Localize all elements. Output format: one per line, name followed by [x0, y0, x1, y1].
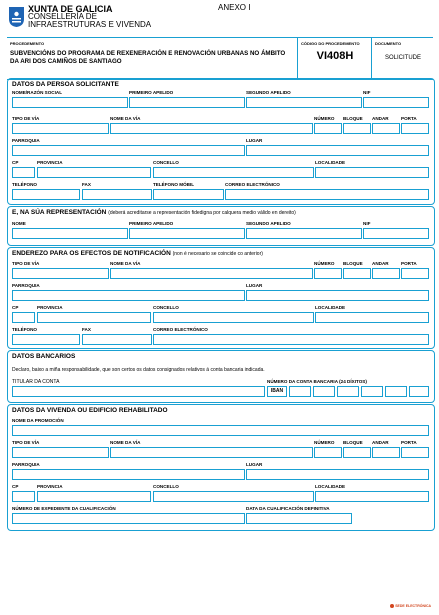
number-field[interactable]: [314, 123, 342, 134]
representation-section: [7, 206, 435, 246]
block-field[interactable]: [343, 123, 371, 134]
field-label: PARROQUIA: [12, 462, 40, 467]
field-label: LUGAR: [246, 462, 263, 467]
account-block-field[interactable]: [313, 386, 335, 397]
section-title: [12, 250, 263, 257]
iban-digits-field[interactable]: [289, 386, 311, 397]
field-label: PRIMEIRO APELIDO: [129, 221, 174, 226]
procedure-label: PROCEDEMENTO: [10, 41, 45, 46]
rep-name-field[interactable]: [12, 228, 128, 239]
dw-number-field[interactable]: [314, 447, 342, 458]
field-label: TIPO DE VÍA: [12, 261, 40, 266]
field-label: CONCELLO: [153, 305, 179, 310]
dwelling-section: [7, 404, 435, 531]
province-field[interactable]: [37, 167, 151, 178]
dw-via-type-field[interactable]: [12, 447, 109, 458]
dw-block-field[interactable]: [343, 447, 371, 458]
field-label: CORREO ELECTRÓNICO: [153, 327, 208, 332]
notif-via-name-field[interactable]: [110, 268, 313, 279]
field-label: ANDAR: [372, 116, 389, 121]
notif-council-field[interactable]: [153, 312, 314, 323]
field-label: FAX: [82, 327, 91, 332]
notification-section: [7, 247, 435, 349]
phone-field[interactable]: [12, 189, 80, 200]
account-block-field[interactable]: [385, 386, 407, 397]
footer-brand-text: SEDE ELECTRÓNICA: [395, 604, 431, 608]
dw-cp-field[interactable]: [12, 491, 35, 502]
code-cell: [297, 38, 372, 79]
dw-door-field[interactable]: [401, 447, 429, 458]
council-field[interactable]: [153, 167, 314, 178]
field-label: CORREO ELECTRÓNICO: [225, 182, 280, 187]
mobile-field[interactable]: [153, 189, 224, 200]
field-label: TELÉFONO: [12, 327, 38, 332]
parish-field[interactable]: [12, 145, 245, 156]
field-label: PORTA: [401, 261, 417, 266]
field-label: PORTA: [401, 116, 417, 121]
document-label: DOCUMENTO: [375, 41, 402, 46]
name-field[interactable]: [12, 97, 128, 108]
notif-cp-field[interactable]: [12, 312, 35, 323]
field-label: PROVINCIA: [37, 305, 63, 310]
field-label: NIF: [363, 221, 371, 226]
organization-name: [28, 5, 151, 29]
nif-field[interactable]: [363, 97, 429, 108]
notif-locality-field[interactable]: [315, 312, 429, 323]
field-label: LUGAR: [246, 283, 263, 288]
notif-parish-field[interactable]: [12, 290, 245, 301]
field-label: NOME DA VÍA: [110, 261, 141, 266]
field-label: TITULAR DA CONTA: [12, 379, 60, 385]
dw-floor-field[interactable]: [372, 447, 400, 458]
field-label: SEGUNDO APELIDO: [246, 221, 291, 226]
field-label: CP: [12, 305, 19, 310]
field-label: PROVINCIA: [37, 484, 63, 489]
representation-note: (deberá acreditarse a representación fidedigna por calquera medio válido en dereito): [108, 210, 296, 216]
field-label: TELÉFONO: [12, 182, 38, 187]
annex-label: ANEXO I: [218, 3, 251, 12]
field-label: LOCALIDADE: [315, 305, 346, 310]
notification-title: ENDEREZO PARA OS EFECTOS DE NOTIFICACIÓN: [12, 250, 171, 257]
field-label: CONCELLO: [153, 160, 179, 165]
dw-locality-field[interactable]: [315, 491, 429, 502]
cp-field[interactable]: [12, 167, 35, 178]
field-label: NÚMERO DA CONTA BANCARIA (24 DÍXITOS): [267, 379, 367, 384]
field-label: TIPO DE VÍA: [12, 440, 40, 445]
door-field[interactable]: [401, 123, 429, 134]
field-label: NÚMERO: [314, 116, 335, 121]
surname2-field[interactable]: [246, 97, 362, 108]
field-label: CP: [12, 484, 19, 489]
notif-email-field[interactable]: [153, 334, 429, 345]
procedure-code: VI408H: [316, 50, 354, 62]
field-label: NOME DA PROMOCIÓN: [12, 418, 64, 423]
place-field[interactable]: [246, 145, 429, 156]
code-label: CÓDIGO DO PROCEDEMENTO: [301, 41, 360, 46]
field-label: PRIMEIRO APELIDO: [129, 90, 174, 95]
surname1-field[interactable]: [129, 97, 245, 108]
notif-fax-field[interactable]: [82, 334, 152, 345]
expedient-number-field[interactable]: [12, 513, 245, 524]
field-label: BLOQUE: [343, 261, 363, 266]
applicant-section: [7, 78, 435, 205]
procedure-header: [7, 37, 433, 80]
notif-phone-field[interactable]: [12, 334, 80, 345]
rep-surname1-field[interactable]: [129, 228, 245, 239]
field-label: NIF: [363, 90, 371, 95]
account-block-field[interactable]: [361, 386, 383, 397]
fax-field[interactable]: [82, 189, 152, 200]
field-label: ANDAR: [372, 261, 389, 266]
via-name-field[interactable]: [110, 123, 313, 134]
notification-note: (non é necesario se coincide co anterior): [172, 251, 263, 257]
field-label: NOME/RAZÓN SOCIAL: [12, 90, 63, 95]
iban-prefix: IBAN: [267, 386, 287, 397]
field-label: LUGAR: [246, 138, 263, 143]
field-label: TIPO DE VÍA: [12, 116, 40, 121]
field-label: FAX: [82, 182, 91, 187]
field-label: CONCELLO: [153, 484, 179, 489]
floor-field[interactable]: [372, 123, 400, 134]
via-type-field[interactable]: [12, 123, 109, 134]
section-title: DATOS DA VIVENDA OU EDIFICIO REHABILITADO: [12, 407, 168, 414]
notif-via-type-field[interactable]: [12, 268, 109, 279]
org-dept-line1: CONSELLERÍA DE: [28, 12, 97, 21]
notif-door-field[interactable]: [401, 268, 429, 279]
dw-via-name-field[interactable]: [110, 447, 313, 458]
field-label: TELÉFONO MÓBIL: [153, 182, 195, 187]
xunta-shield-logo: [8, 6, 25, 28]
section-title: DATOS DA PERSOA SOLICITANTE: [12, 81, 119, 88]
field-label: LOCALIDADE: [315, 160, 346, 165]
field-label: SEGUNDO APELIDO: [246, 90, 291, 95]
bank-declaration: Declaro, baixo a miña responsabilidade, que son certos os datos consignados relativos á conta bancaria indicada.: [12, 367, 265, 373]
field-label: PORTA: [401, 440, 417, 445]
field-label: ANDAR: [372, 440, 389, 445]
field-label: BLOQUE: [343, 116, 363, 121]
field-label: BLOQUE: [343, 440, 363, 445]
notif-number-field[interactable]: [314, 268, 342, 279]
account-block-field[interactable]: [337, 386, 359, 397]
field-label: NOME: [12, 221, 26, 226]
field-label: PARROQUIA: [12, 283, 40, 288]
field-label: PROVINCIA: [37, 160, 63, 165]
org-dept-line2: INFRAESTRUTURAS E VIVENDA: [28, 20, 152, 29]
document-cell: [371, 38, 434, 79]
procedure-title: SUBVENCIÓNS DO PROGRAMA DE REXENERACIÓN E RENOVACIÓN URBANAS NO ÁMBITO DA ARI DOS CAMIÑOS DE SANTIAGO: [10, 50, 286, 65]
rep-surname2-field[interactable]: [246, 228, 362, 239]
field-label: PARROQUIA: [12, 138, 40, 143]
field-label: NÚMERO: [314, 261, 335, 266]
dw-province-field[interactable]: [37, 491, 151, 502]
qualification-date-field[interactable]: [246, 513, 352, 524]
org-title: XUNTA DE GALICIA: [28, 4, 113, 14]
notif-block-field[interactable]: [343, 268, 371, 279]
field-label: CP: [12, 160, 19, 165]
dw-parish-field[interactable]: [12, 469, 245, 480]
dw-place-field[interactable]: [246, 469, 429, 480]
locality-field[interactable]: [315, 167, 429, 178]
notif-place-field[interactable]: [246, 290, 429, 301]
field-label: DATA DA CUALIFICACIÓN DEFINITIVA: [246, 506, 330, 511]
field-label: LOCALIDADE: [315, 484, 346, 489]
field-label: NOME DA VÍA: [110, 116, 141, 121]
email-field[interactable]: [225, 189, 429, 200]
dw-council-field[interactable]: [153, 491, 314, 502]
sede-logo-icon: [390, 604, 394, 608]
field-label: NÚMERO DE EXPEDIENTE DA CUALIFICACIÓN: [12, 506, 116, 511]
rep-nif-field[interactable]: [363, 228, 429, 239]
notif-floor-field[interactable]: [372, 268, 400, 279]
footer-brand: [390, 604, 431, 608]
account-block-field[interactable]: [409, 386, 429, 397]
field-label: NOME DA VÍA: [110, 440, 141, 445]
document-type: SOLICITUDE: [384, 55, 421, 61]
promotion-name-field[interactable]: [12, 425, 429, 436]
account-holder-field[interactable]: [12, 386, 265, 397]
representation-title: E, NA SÚA REPRESENTACIÓN: [12, 209, 107, 216]
field-label: NÚMERO: [314, 440, 335, 445]
bank-section: [7, 350, 435, 403]
section-title: [12, 209, 296, 216]
procedure-cell: [7, 38, 297, 79]
notif-province-field[interactable]: [37, 312, 151, 323]
section-title: DATOS BANCARIOS: [12, 353, 76, 360]
